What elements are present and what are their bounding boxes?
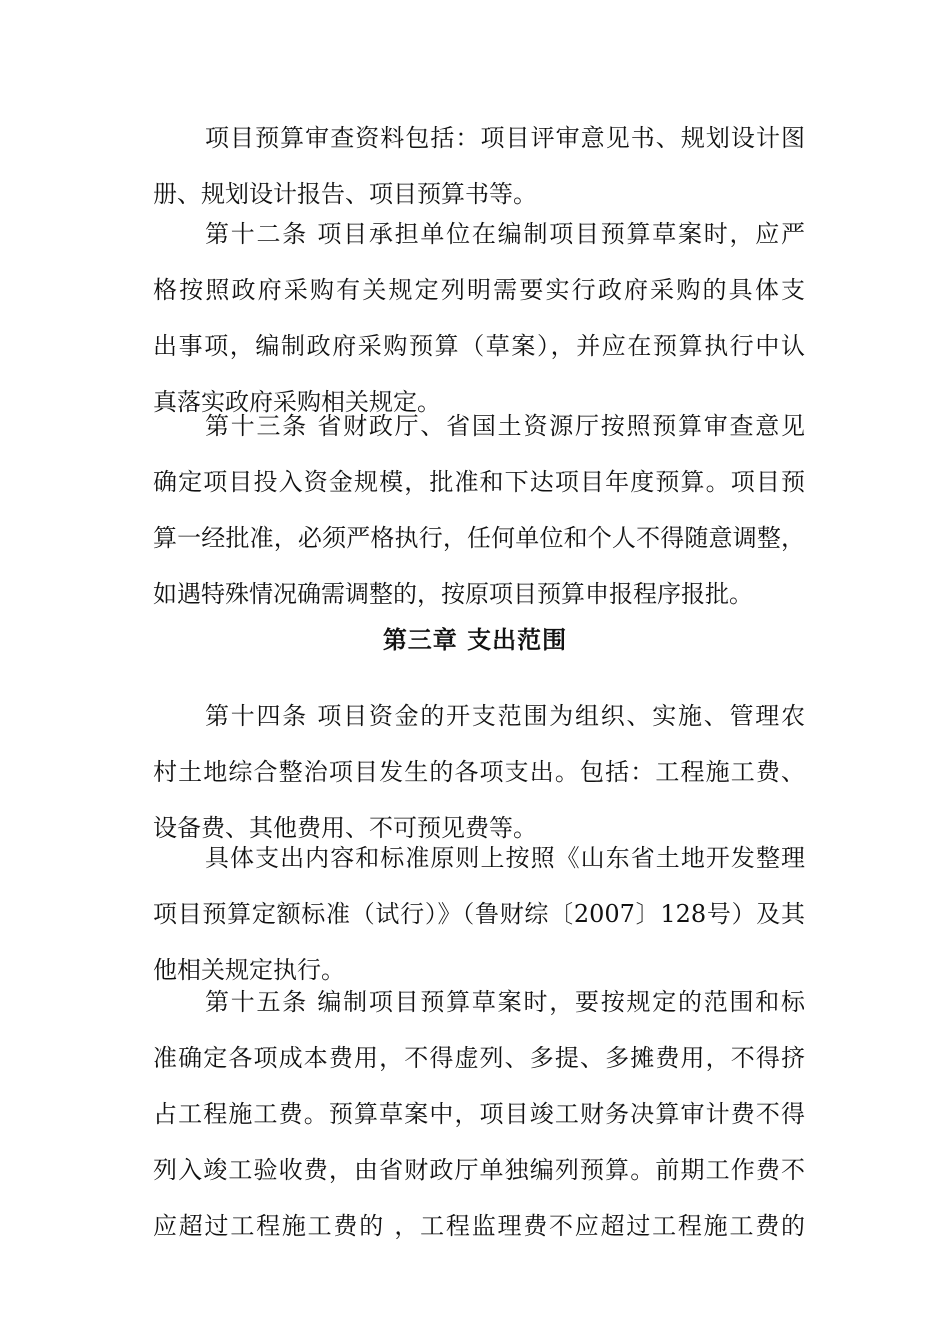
- text-line: 算一经批准，必须严格执行，任何单位和个人不得随意调整，: [153, 524, 805, 552]
- text-line: 列入竣工验收费，由省财政厅单独编列预算。前期工作费不: [153, 1156, 805, 1184]
- text-line: 如遇特殊情况确需调整的，按原项目预算申报程序报批。: [153, 580, 753, 608]
- text-line: 村土地综合整治项目发生的各项支出。包括：工程施工费、: [153, 758, 805, 786]
- paragraph-article-13: [153, 398, 805, 622]
- text-line: 确定项目投入资金规模，批准和下达项目年度预算。项目预: [153, 468, 805, 496]
- text-line: 项目预算定额标准（试行）》（鲁财综〔2007〕128号）及其: [153, 900, 805, 928]
- text-line: 真落实政府采购相关规定。: [153, 388, 441, 416]
- text-line: 具体支出内容和标准原则上按照《山东省土地开发整理: [205, 844, 805, 872]
- text-line: 格按照政府采购有关规定列明需要实行政府采购的具体支: [153, 276, 805, 304]
- text-line: 第十五条 编制项目预算草案时，要按规定的范围和标: [205, 988, 805, 1016]
- paragraph-article-12: [153, 206, 805, 430]
- text-line: 他相关规定执行。: [153, 956, 345, 984]
- paragraph-article-15: [153, 974, 805, 1254]
- text-line: 应超过工程施工费的 ，工程监理费不应超过工程施工费的: [153, 1212, 805, 1240]
- chapter-heading: 第三章 支出范围: [382, 626, 568, 654]
- text-line: 册、规划设计报告、项目预算书等。: [153, 180, 537, 208]
- text-line: 项目预算审查资料包括：项目评审意见书、规划设计图: [205, 124, 805, 152]
- text-line: 出事项，编制政府采购预算（草案），并应在预算执行中认: [153, 332, 805, 360]
- text-line: 第十四条 项目资金的开支范围为组织、实施、管理农: [205, 702, 805, 730]
- text-line: 准确定各项成本费用，不得虚列、多提、多摊费用，不得挤: [153, 1044, 805, 1072]
- paragraph-expense-standards: [153, 830, 805, 998]
- text-line: 占工程施工费。预算草案中，项目竣工财务决算审计费不得: [153, 1100, 805, 1128]
- text-line: 第十二条 项目承担单位在编制项目预算草案时，应严: [205, 220, 805, 248]
- text-line: 设备费、其他费用、不可预见费等。: [153, 814, 537, 842]
- text-line: 第十三条 省财政厅、省国土资源厅按照预算审查意见: [205, 412, 805, 440]
